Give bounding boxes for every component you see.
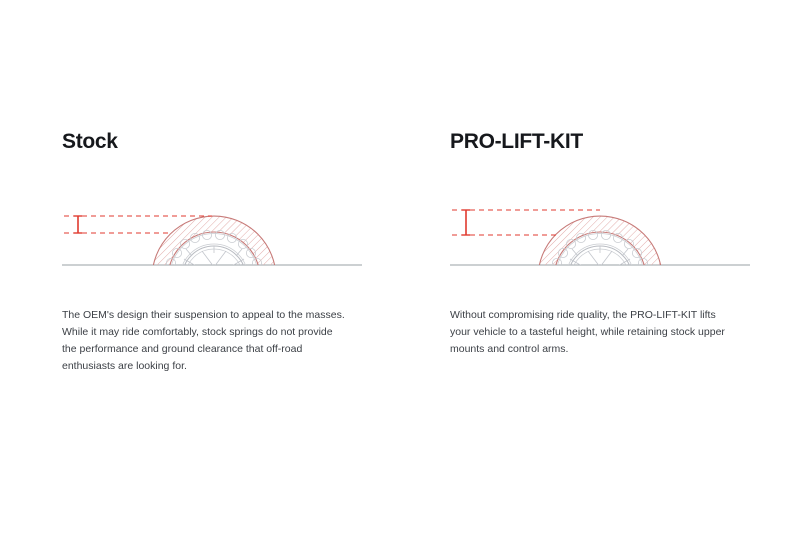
wheel-rim	[178, 246, 250, 293]
panel-body-pro-lift-kit: Without compromising ride quality, the PRO-LIFT-KIT lifts your vehicle to a tasteful height, while retaining stock upper mounts and control arms.	[450, 309, 725, 356]
pro-lift-kit-wheel-illustration	[450, 183, 750, 293]
wheel-group	[538, 216, 662, 293]
figure-pro-lift-kit	[450, 183, 750, 293]
stock-wheel-illustration	[62, 183, 362, 293]
panel-body-stock: The OEM's design their suspension to appeal to the masses. While it may ride comfortably, stock springs do not provide the performance and ground clearance that off-road enthusiasts are looking for.	[62, 309, 345, 373]
panel-stock	[62, 130, 362, 375]
figure-stock	[62, 183, 362, 293]
panel-title-stock: Stock	[62, 130, 118, 153]
panel-title-pro-lift-kit: PRO-LIFT-KIT	[450, 130, 583, 153]
wheel-group	[152, 216, 276, 293]
panel-pro-lift-kit	[450, 130, 750, 358]
wheel-rim	[564, 246, 636, 293]
